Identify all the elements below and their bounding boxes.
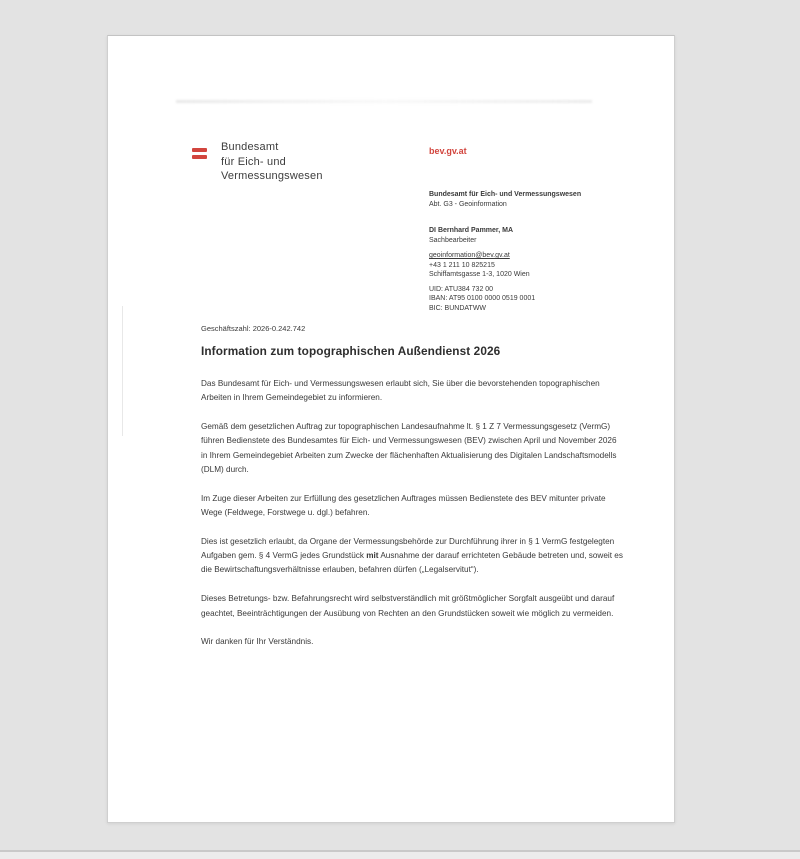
document-title: Information zum topographischen Außendienst 2026 — [201, 344, 501, 358]
logo-line-1: Bundesamt — [221, 141, 279, 153]
contact-person-group — [429, 226, 581, 245]
reference-number: Geschäftszahl: 2026-0.242.742 — [201, 324, 306, 333]
contact-org: Bundesamt für Eich- und Vermessungswesen — [429, 191, 582, 198]
paragraph-4-emphasis: mit — [366, 551, 379, 561]
letter-page — [107, 35, 675, 823]
contact-bank-group — [429, 285, 581, 314]
contact-uid: UID: ATU384 732 00 — [429, 285, 494, 293]
contact-block — [429, 190, 581, 313]
paragraph-2: Gemäß dem gesetzlichen Auftrag zur topographischen Landesaufnahme lt. § 1 Z 7 Vermessungsgesetz (VermG) führen Bedienstete des Bundesamtes für Eich- und Vermessungswesen (BEV) zwischen April und November 2026 in Ihrem Gemeindegebiet Arbeiten zum Zwecke der flächenhaften Aktualisierung des Digitalen Landschaftsmodells (DLM) durch. — [201, 422, 617, 474]
logo-line-3: Vermessungswesen — [221, 170, 323, 182]
paragraph-3: Im Zuge dieser Arbeiten zur Erfüllung des gesetzlichen Auftrages müssen Bedienstete des BEV mitunter private Wege (Feldwege, Forstwege u. dgl.) befahren. — [201, 493, 606, 518]
austria-flag-icon — [192, 148, 208, 184]
bev-logo-wordmark — [221, 140, 323, 184]
contact-role: Sachbearbeiter — [429, 236, 477, 244]
paragraph-4 — [201, 535, 625, 578]
paragraph-6: Wir danken für Ihr Verständnis. — [201, 637, 314, 647]
paragraph-5: Dieses Betretungs- bzw. Befahrungsrecht wird selbstverständlich mit größtmöglicher Sorgfalt ausgeübt und darauf geachtet, Beeinträchtigungen der Ausübung von Rechten an den Grundstücken soweit wie möglich zu vermeiden. — [201, 594, 615, 618]
window-bottom-edge — [0, 850, 800, 859]
bev-logo — [192, 140, 323, 184]
website-link[interactable]: bev.gv.at — [429, 146, 467, 156]
contact-iban: IBAN: AT95 0100 0000 0519 0001 — [429, 295, 536, 302]
contact-person: DI Bernhard Pammer, MA — [429, 227, 514, 234]
logo-line-2: für Eich- und — [221, 155, 286, 168]
scan-artifact-smudge — [176, 100, 592, 103]
contact-org-group — [429, 190, 581, 209]
paragraph-4-post: Ausnahme der darauf errichteten Gebäude betreten und, soweit es die Bewirtschaftungsverhältnisse erlauben, befahren dürfen („Legalservitut“). — [201, 551, 623, 575]
contact-bic: BIC: BUNDATWW — [429, 304, 487, 312]
paragraph-1: Das Bundesamt für Eich- und Vermessungswesen erlaubt sich, Sie über die bevorstehenden topographischen Arbeiten in Ihrem Gemeindegebiet zu informieren. — [201, 379, 600, 403]
scan-artifact-fold-line — [122, 306, 123, 436]
contact-phone: +43 1 211 10 825215 — [429, 261, 495, 269]
contact-department: Abt. G3 - Geoinformation — [429, 200, 507, 208]
paragraph-4-pre: Dies ist gesetzlich erlaubt, da Organe der Vermessungsbehörde zur Durchführung ihrer in § 1 VermG festgelegten Aufgaben gem. § 4 VermG jedes Grundstück — [201, 536, 615, 561]
contact-address: Schiffamtsgasse 1-3, 1020 Wien — [429, 271, 530, 278]
email-link[interactable]: geoinformation@bev.gv.at — [429, 252, 510, 259]
letter-body — [201, 377, 625, 664]
contact-reach-group — [429, 251, 581, 280]
